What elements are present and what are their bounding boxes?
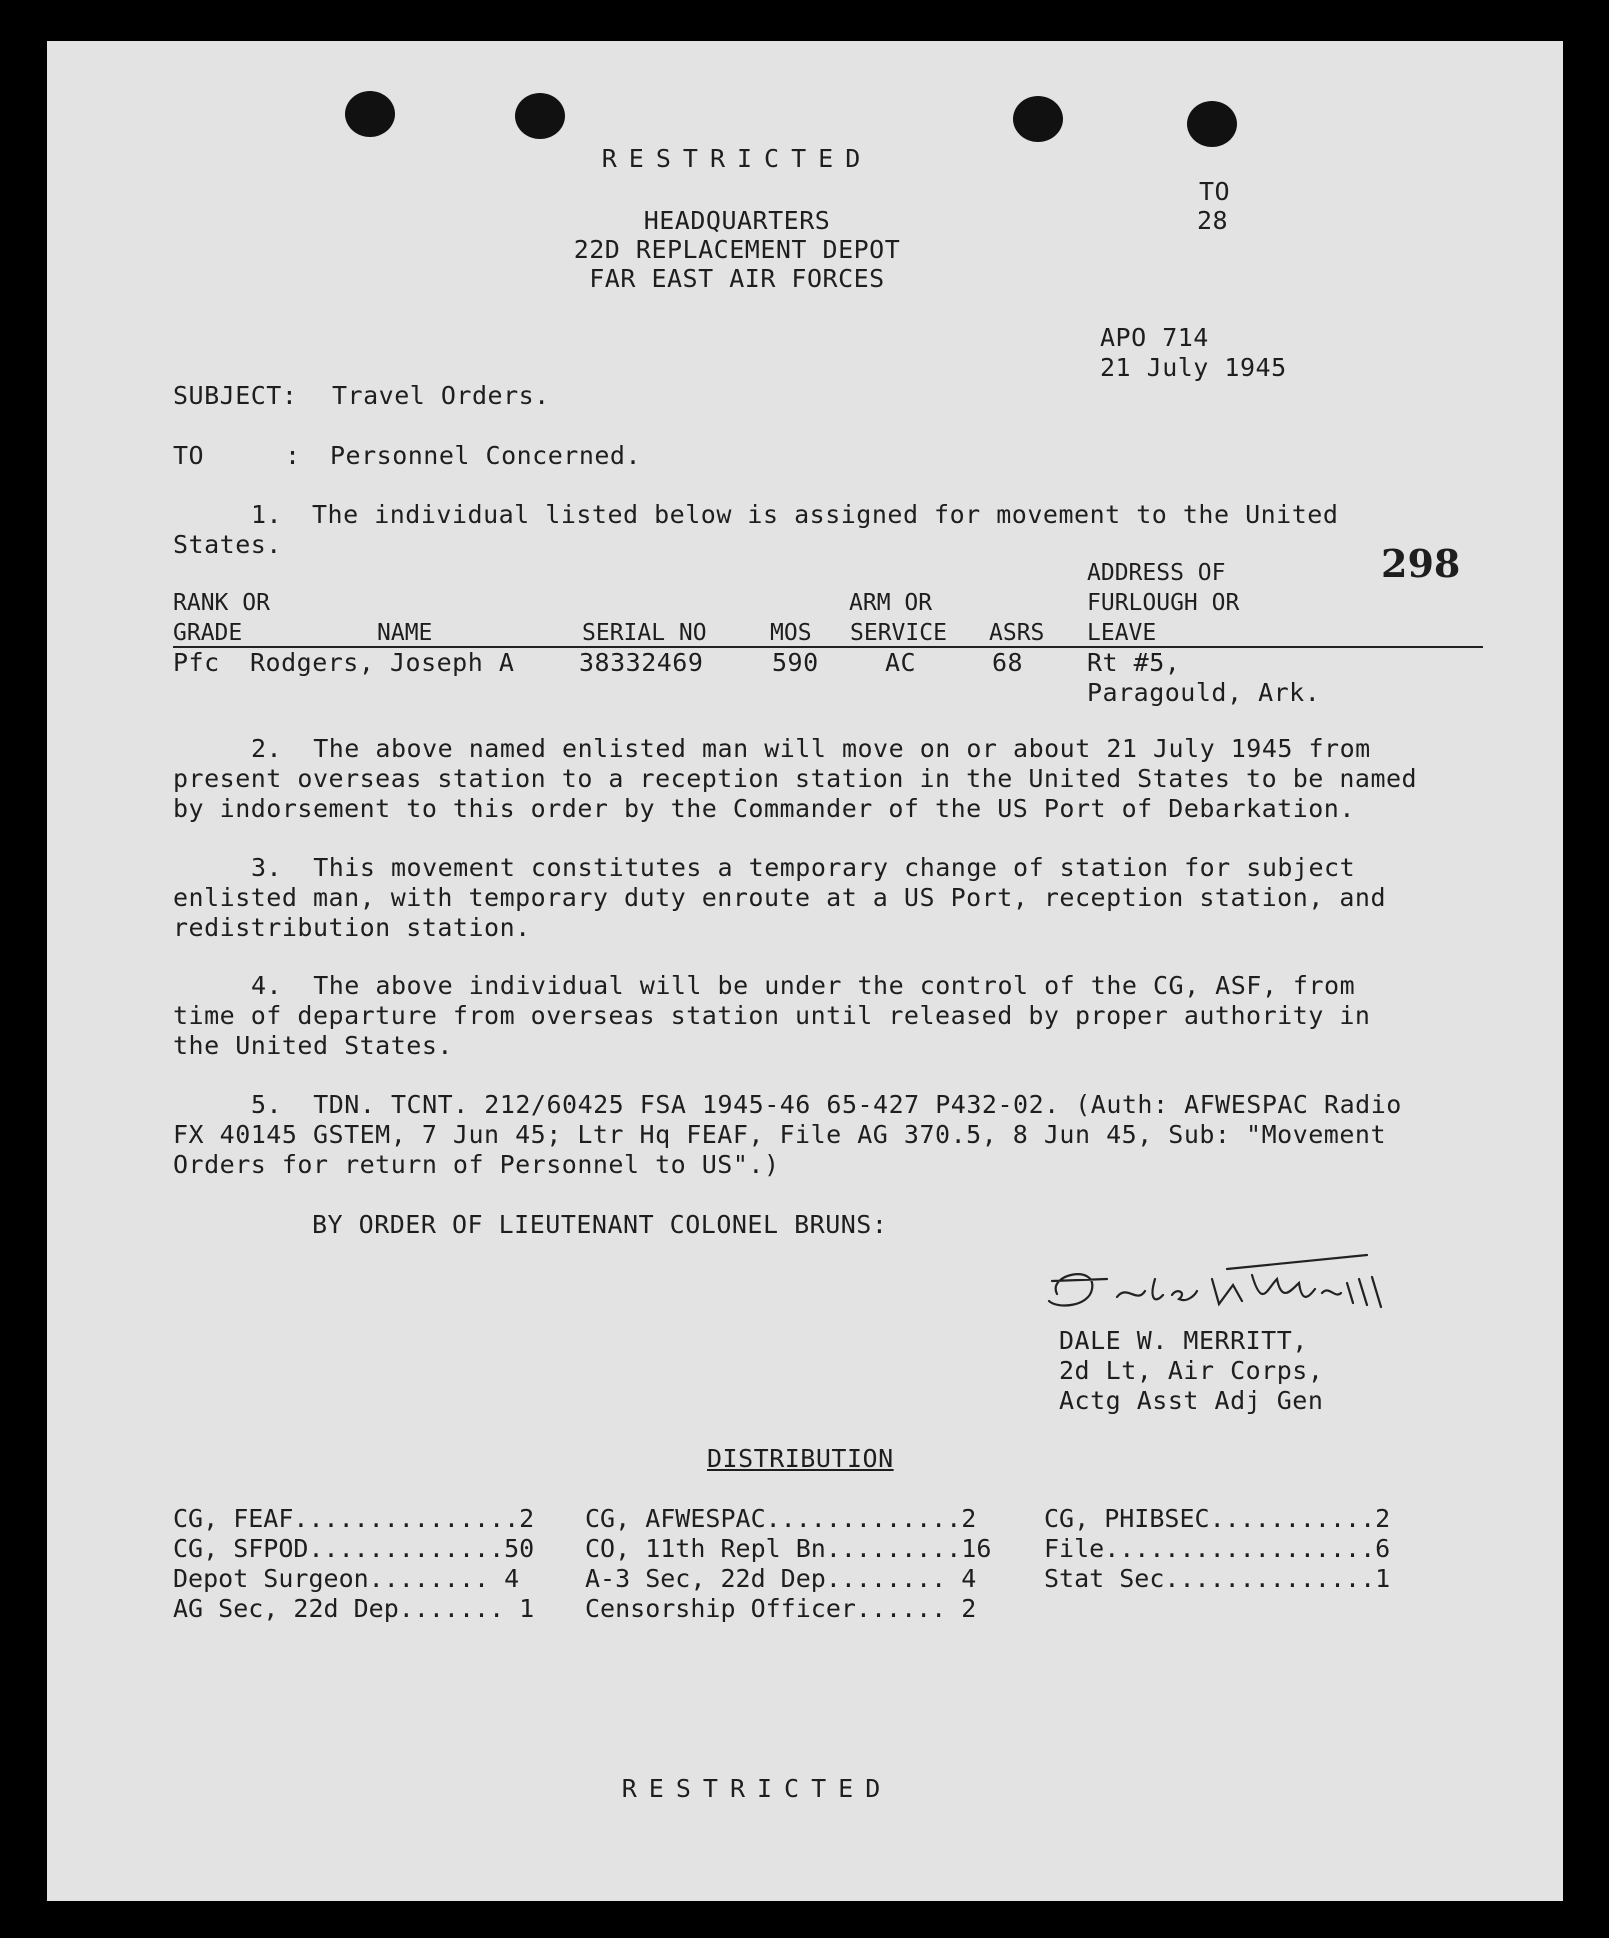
cell-arm: AC <box>885 648 917 677</box>
cell-asrs: 68 <box>992 648 1024 677</box>
distribution-col1-item: Depot Surgeon........ 4 <box>173 1564 520 1593</box>
col-header-mos: MOS <box>770 620 812 646</box>
to-code-label: TO <box>1199 177 1231 206</box>
cell-address-line2: Paragould, Ark. <box>1087 678 1321 707</box>
col-header-furlough: FURLOUGH OR <box>1087 590 1240 616</box>
org-command: FAR EAST AIR FORCES <box>589 264 885 293</box>
col-header-serial: SERIAL NO <box>582 620 707 646</box>
cell-mos: 590 <box>772 648 819 677</box>
cell-rank: Pfc <box>173 648 220 677</box>
col-header-arm: ARM OR <box>849 590 933 616</box>
distribution-col2-item: CG, AFWESPAC.............2 <box>585 1504 977 1533</box>
col-header-name: NAME <box>377 620 433 646</box>
signer-name: DALE W. MERRITT, <box>1059 1326 1308 1355</box>
para3-line1: 3. This movement constitutes a temporary change of station for subject <box>251 853 1356 882</box>
para2-line2: present overseas station to a reception station in the United States to be named <box>173 764 1418 793</box>
col-header-service: SERVICE <box>850 620 947 646</box>
col-header-grade: GRADE <box>173 620 243 646</box>
para4-line1: 4. The above individual will be under the control of the CG, ASF, from <box>251 971 1356 1000</box>
para1-line2: States. <box>173 530 282 559</box>
distribution-title: DISTRIBUTION <box>707 1444 894 1473</box>
signer-rank: 2d Lt, Air Corps, <box>1059 1356 1324 1385</box>
to-label: TO <box>173 441 205 470</box>
apo-number: APO 714 <box>1100 323 1209 352</box>
para1-line1: The individual listed below is assigned for movement to the United <box>312 500 1339 529</box>
distribution-col2-item: A-3 Sec, 22d Dep........ 4 <box>585 1564 977 1593</box>
to-code-number: 28 <box>1197 206 1229 235</box>
to-colon: : <box>285 441 301 470</box>
to-value: Personnel Concerned. <box>330 441 642 470</box>
org-headquarters: HEADQUARTERS <box>643 206 831 235</box>
order-number-stamp: 298 <box>1381 541 1461 586</box>
handwritten-signature <box>1037 1249 1417 1329</box>
cell-address-line1: Rt #5, <box>1087 648 1181 677</box>
subject-value: Travel Orders. <box>332 381 550 410</box>
order-date: 21 July 1945 <box>1100 353 1287 382</box>
para3-line2: enlisted man, with temporary duty enroute at a US Port, reception station, and <box>173 883 1386 912</box>
subject-label: SUBJECT: <box>173 381 298 410</box>
para4-line2: time of departure from overseas station until released by proper authority in <box>173 1001 1371 1030</box>
para2-line1: 2. The above named enlisted man will move on or about 21 July 1945 from <box>251 734 1371 763</box>
punch-hole <box>515 93 565 139</box>
punch-hole <box>1013 96 1063 142</box>
para5-line1: 5. TDN. TCNT. 212/60425 FSA 1945-46 65-427 P432-02. (Auth: AFWESPAC Radio <box>251 1090 1402 1119</box>
signer-title: Actg Asst Adj Gen <box>1059 1386 1324 1415</box>
distribution-col1-item: CG, SFPOD.............50 <box>173 1534 535 1563</box>
para5-line2: FX 40145 GSTEM, 7 Jun 45; Ltr Hq FEAF, File AG 370.5, 8 Jun 45, Sub: "Movement <box>173 1120 1386 1149</box>
distribution-col3-item: CG, PHIBSEC...........2 <box>1044 1504 1391 1533</box>
classification-top: RESTRICTED <box>601 144 873 173</box>
para5-line3: Orders for return of Personnel to US".) <box>173 1150 780 1179</box>
col-header-leave: LEAVE <box>1087 620 1157 646</box>
cell-serial: 38332469 <box>579 648 704 677</box>
by-order-line: BY ORDER OF LIEUTENANT COLONEL BRUNS: <box>312 1210 888 1239</box>
col-header-rank: RANK OR <box>173 590 270 616</box>
cell-name: Rodgers, Joseph A <box>250 648 515 677</box>
para3-line3: redistribution station. <box>173 913 531 942</box>
para4-line3: the United States. <box>173 1031 453 1060</box>
punch-hole <box>345 91 395 137</box>
col-header-address: ADDRESS OF <box>1087 560 1226 586</box>
distribution-col1-item: CG, FEAF...............2 <box>173 1504 535 1533</box>
distribution-col2-item: CO, 11th Repl Bn.........16 <box>585 1534 992 1563</box>
punch-hole <box>1187 101 1237 147</box>
distribution-col2-item: Censorship Officer...... 2 <box>585 1594 977 1623</box>
para2-line3: by indorsement to this order by the Commander of the US Port of Debarkation. <box>173 794 1355 823</box>
classification-bottom: RESTRICTED <box>621 1774 893 1803</box>
document-page <box>47 41 1563 1901</box>
distribution-col3-item: Stat Sec..............1 <box>1044 1564 1391 1593</box>
para1-number: 1. <box>251 500 283 529</box>
distribution-col1-item: AG Sec, 22d Dep....... 1 <box>173 1594 535 1623</box>
col-header-asrs: ASRS <box>989 620 1045 646</box>
distribution-col3-item: File..................6 <box>1044 1534 1391 1563</box>
org-depot: 22D REPLACEMENT DEPOT <box>573 235 901 264</box>
